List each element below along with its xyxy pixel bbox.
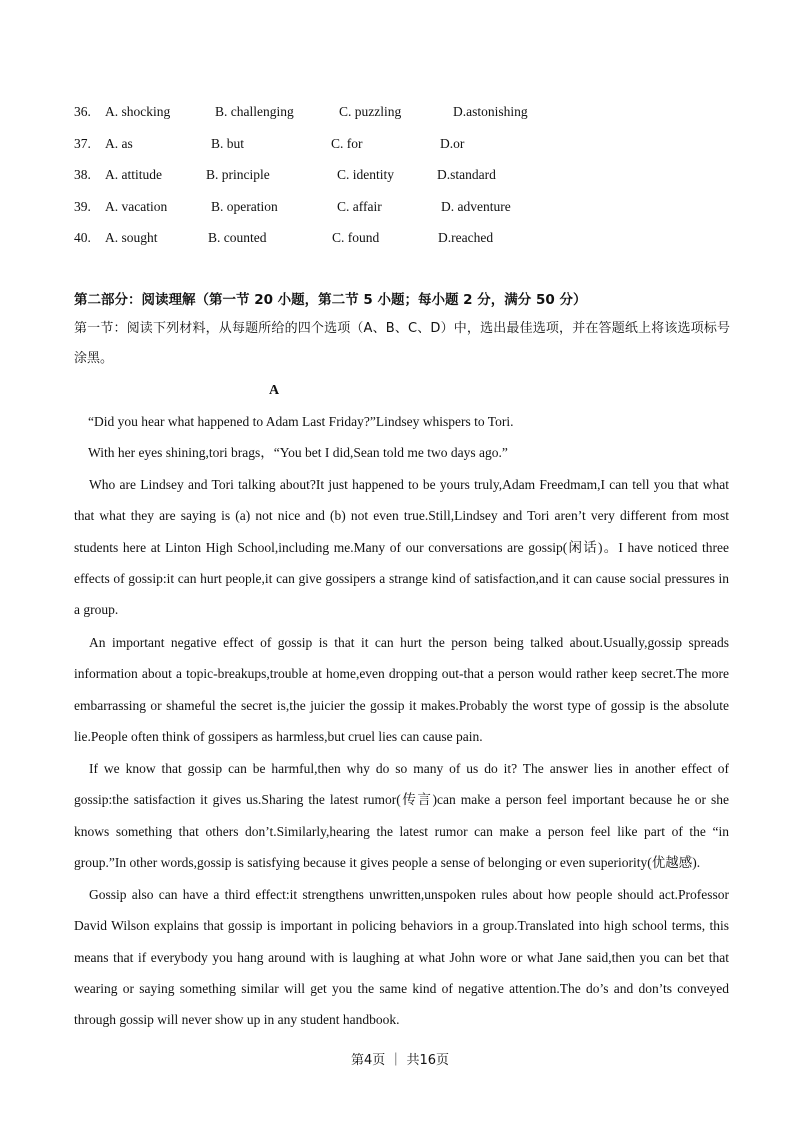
- option-d: D.astonishing: [453, 104, 528, 119]
- passage-paragraph: If we know that gossip can be harmful,then why do so many of us do it? The answer lies in another effect of gossip:the satisfaction it gives us.Sharing the latest rumor(传言)can make a person feel important because he or she knows something that others don’t.Similarly,hearing the latest rumor can make a person feel like part of the “in group.”In other words,gossip is satisfying because it gives people a sense of belonging or even superiority(优越感).: [74, 761, 729, 870]
- option-a: A. vacation: [105, 199, 168, 214]
- option-d: D.reached: [438, 230, 494, 245]
- question-number: 36.: [74, 104, 91, 119]
- section-title: 第二部分：阅读理解（第一节 20 小题，第二节 5 小题；每小题 2 分，满分 50 分）: [74, 292, 587, 308]
- option-b: B. challenging: [215, 104, 294, 119]
- option-d: D.or: [440, 136, 465, 151]
- option-b: B. counted: [208, 230, 267, 245]
- page-footer: 第4页 ｜ 共16页: [350, 1053, 450, 1068]
- option-c: C. identity: [337, 167, 394, 182]
- section-instruction: 第一节：阅读下列材料，从每题所给的四个选项（A、B、C、D）中，选出最佳选项，并在答题纸上将该选项标号涂黑。: [74, 321, 730, 366]
- passage-paragraph: “Did you hear what happened to Adam Last Friday?”Lindsey whispers to Tori.: [88, 414, 514, 429]
- passage-paragraph: Who are Lindsey and Tori talking about?It just happened to be yours truly,Adam Freedmam,I can tell you that what that what they are saying is (a) not nice and (b) not even true.Still,Lindsey and Tori aren’t very different from most students here at Linton High School,including me.Many of our conversations are gossip(闲话)。I have noticed three effects of gossip:it can hurt people,it can give gossipers a strange kind of satisfaction,and it can cause social pressures in a group.: [74, 477, 729, 618]
- option-c: C. for: [331, 136, 363, 151]
- question-number: 39.: [74, 199, 91, 214]
- option-d: D.standard: [437, 167, 496, 182]
- option-b: B. but: [211, 136, 245, 151]
- passage-paragraph: An important negative effect of gossip is that it can hurt the person being talked about.Usually,gossip spreads information about a topic-breakups,trouble at home,even dropping out-that a person would rather keep secret.The more embarrassing or shameful the secret is,the juicier the gossip it makes.Probably the worst type of gossip is the absolute lie.People often think of gossipers as harmless,but cruel lies can cause pain.: [74, 635, 729, 744]
- option-c: C. puzzling: [339, 104, 402, 119]
- option-b: B. operation: [211, 199, 278, 214]
- option-c: C. affair: [337, 199, 382, 214]
- option-b: B. principle: [206, 167, 270, 182]
- question-number: 37.: [74, 136, 91, 151]
- question-number: 38.: [74, 167, 91, 182]
- option-a: A. shocking: [105, 104, 171, 119]
- option-a: A. sought: [105, 230, 158, 245]
- passage-paragraph: With her eyes shining,tori brags，“You bet I did,Sean told me two days ago.”: [88, 445, 508, 460]
- option-a: A. attitude: [105, 167, 162, 182]
- option-a: A. as: [105, 136, 133, 151]
- option-c: C. found: [332, 230, 380, 245]
- question-number: 40.: [74, 230, 91, 245]
- option-d: D. adventure: [441, 199, 511, 214]
- passage-label: A: [268, 383, 280, 398]
- passage-paragraph: Gossip also can have a third effect:it strengthens unwritten,unspoken rules about how people should act.Professor David Wilson explains that gossip is important in policing behaviors in a group.Translated into high school terms, this means that if everybody you hang around with is laughing at what John wore or what Jane said,then you can bet that wearing or saying something similar will get you the same kind of negative attention.The do’s and don’ts conveyed through gossip will never show up in any student handbook.: [74, 887, 729, 1028]
